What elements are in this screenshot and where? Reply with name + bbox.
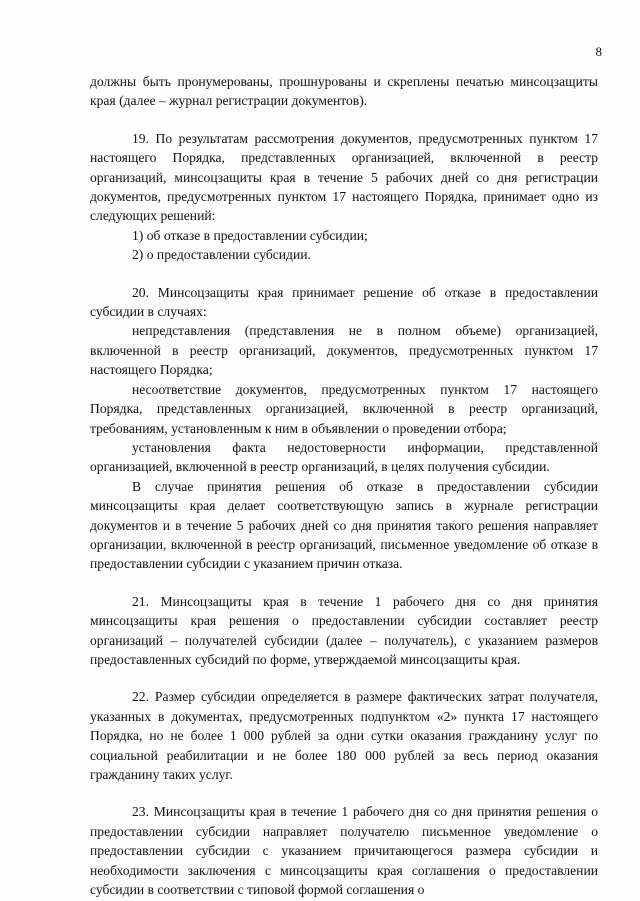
paragraph-20: 20. Минсоцзащиты края принимает решение об отказе в предоставлении субсидии в случаях: [90,284,598,320]
paragraph-20-case-1: непредставления (представления не в полном объеме) организацией, включенной в реестр организаций, документов, предусмотренных пунктом 17 настоящего Порядка; [90,323,598,378]
paragraph-19-option-1: 1) об отказе в предоставлении субсидии; [132,227,368,243]
paragraph-19: 19. По результатам рассмотрения документов, предусмотренных пунктом 17 настоящего Порядка, представленных организацией, включенной в реестр организаций, минсоцзащиты края в течение 5 рабочих дней со дня регистрации документов, предусмотренных пунктом 17 настоящего Порядка, принимает одно из следующих решений: [90,130,598,224]
paragraph-20-notice: В случае принятия решения об отказе в предоставлении субсидии минсоцзащиты края делает соответствующую запись в журнале регистрации документов и в течение 5 рабочих дней со дня принятия такого решения направляет организации, включенной в реестр организаций, письменное уведомление об отказе в предоставлении субсидии с указанием причин отказа. [90,478,598,572]
paragraph-intro-continuation: должны быть пронумерованы, прошнурованы и скреплены печатью минсоцзащиты края (далее – журнал регистрации документов). [90,74,598,109]
page-number: 8 [595,44,602,59]
paragraph-23: 23. Минсоцзащиты края в течение 1 рабочего дня со дня принятия решения о предоставлении субсидии направляет получателю письменное уведомление о предоставлении субсидии с указанием причитающегося размера субсидии и необходимости заключения с минсоцзащиты края соглашения о предоставлении субсидии в соответствии с типовой формой соглашения о [90,804,598,898]
paragraph-20-case-3: установления факта недостоверности информации, представленной организацией, включенной в реестр организаций, в целях получения субсидии. [90,439,598,475]
paragraph-20-case-2: несоответствие документов, предусмотренных пунктом 17 настоящего Порядка, представленных организацией, включенной в реестр организаций, требованиям, установленным к ним в объявлении о проведении отбора; [90,381,598,436]
paragraph-21: 21. Минсоцзащиты края в течение 1 рабочего дня со дня принятия минсоцзащиты края решения о предоставлении субсидии составляет реестр организаций – получателей субсидии (далее – получатель), с указанием размеров предоставленных субсидий по форме, утверждаемой минсоцзащиты края. [90,593,598,667]
paragraph-19-option-2: 2) о предоставлении субсидии. [132,247,311,263]
document-body [90,72,598,899]
paragraph-22: 22. Размер субсидии определяется в размере фактических затрат получателя, указанных в документах, предусмотренных подпунктом «2» пункта 17 настоящего Порядка, но не более 1 000 рублей за одни сутки оказания гражданину услуг по социальной реабилитации и не более 180 000 рублей за весь период оказания гражданину таких услуг. [90,689,598,782]
